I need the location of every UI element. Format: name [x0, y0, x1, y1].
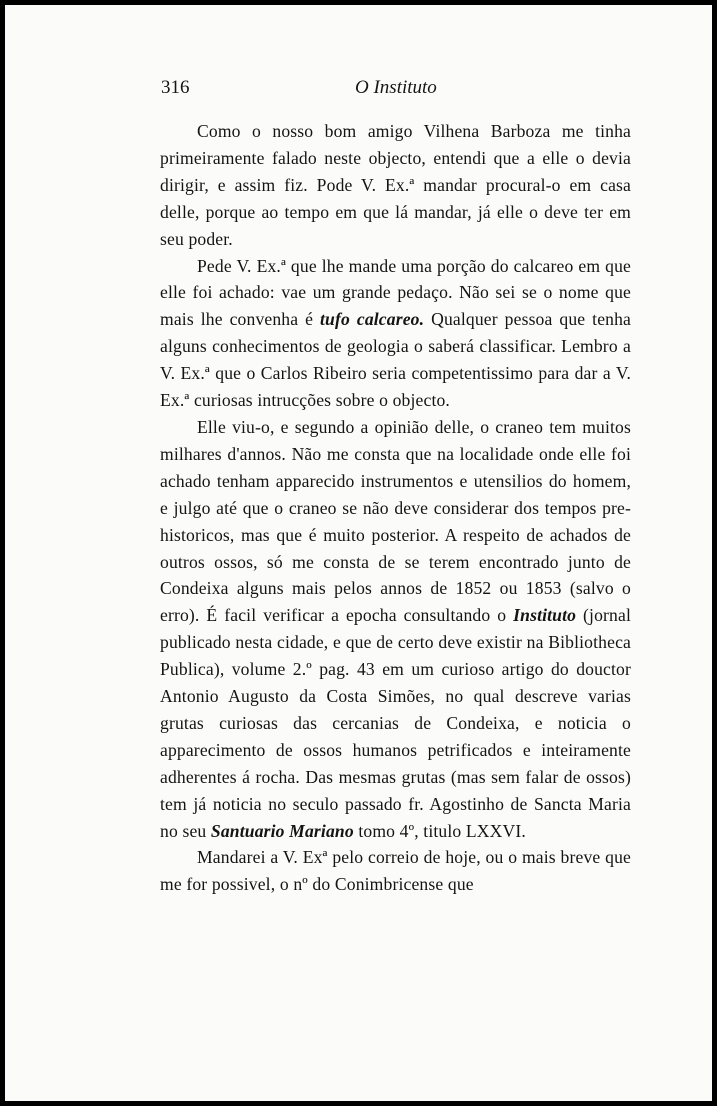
paragraph-1-text: Como o nosso bom amigo Vilhena Barboza me tinha primeiramente falado neste objecto, entendi que a elle o devia dirigir, e assim fiz. Pode V. Ex.ª mandar procural-o em casa delle, porque ao tempo em que lá mandar, já elle o deve ter em seu poder.	[160, 121, 631, 249]
paragraph-4	[160, 844, 631, 898]
paragraph-4-text: Mandarei a V. Exª pelo correio de hoje, ou o mais breve que me for possivel, o nº do Conimbricense que	[160, 847, 631, 895]
paragraph-3-text-before: Elle viu-o, e segundo a opinião delle, o craneo tem muitos milhares d'annos. Não me consta que na localidade onde elle foi achado tenham apparecido instrumentos e utensilios do homem, e julgo até que o craneo se não deve considerar dos tempos pre-historicos, mas que é muito posterior. A respeito de achados de outros ossos, só me consta de se terem encontrado junto de Condeixa alguns mais pelos annos de 1852 ou 1853 (salvo o erro). É facil verificar a epocha consultando o	[160, 416, 631, 626]
paragraph-2-text-after: Qualquer pessoa que tenha alguns conhecimentos de geologia o saberá classificar. Lembro a V. Ex.ª que o Carlos Ribeiro seria competentissimo para dar a V. Ex.ª curiosas intrucções sobre o objecto.	[160, 309, 631, 411]
paragraph-3-text-after: tomo 4º, titulo LXXVI.	[353, 820, 526, 841]
page-header	[161, 77, 631, 107]
body-text	[160, 118, 631, 898]
paragraph-1	[160, 118, 631, 253]
paragraph-2	[160, 253, 631, 414]
term-tufo-calcareo: tufo calcareo.	[320, 309, 425, 330]
title-instituto: Instituto	[513, 605, 577, 626]
paragraph-2-text-before: Pede V. Ex.ª que lhe mande uma porção do calcareo em que elle foi achado: vae um grande pedaço. Não sei se o nome que mais lhe convenha é	[160, 255, 631, 330]
paragraph-3-text-middle: (jornal publicado nesta cidade, e que de certo deve existir na Bibliotheca Publica), volume 2.º pag. 43 em um curioso artigo do douctor Antonio Augusto da Costa Simões, no qual descreve varias grutas curiosas das cercanias de Condeixa, e noticia o apparecimento de ossos humanos petrificados e inteiramente adherentes á rocha. Das mesmas grutas (mas sem falar de ossos) tem já noticia no seculo passado fr. Agostinho de Sancta Maria no seu	[160, 605, 631, 841]
document-page	[5, 5, 712, 1101]
paragraph-3	[160, 414, 631, 845]
page-number: 316	[161, 77, 190, 98]
running-title: O Instituto	[355, 77, 437, 98]
title-santuario-mariano: Santuario Mariano	[210, 820, 354, 841]
